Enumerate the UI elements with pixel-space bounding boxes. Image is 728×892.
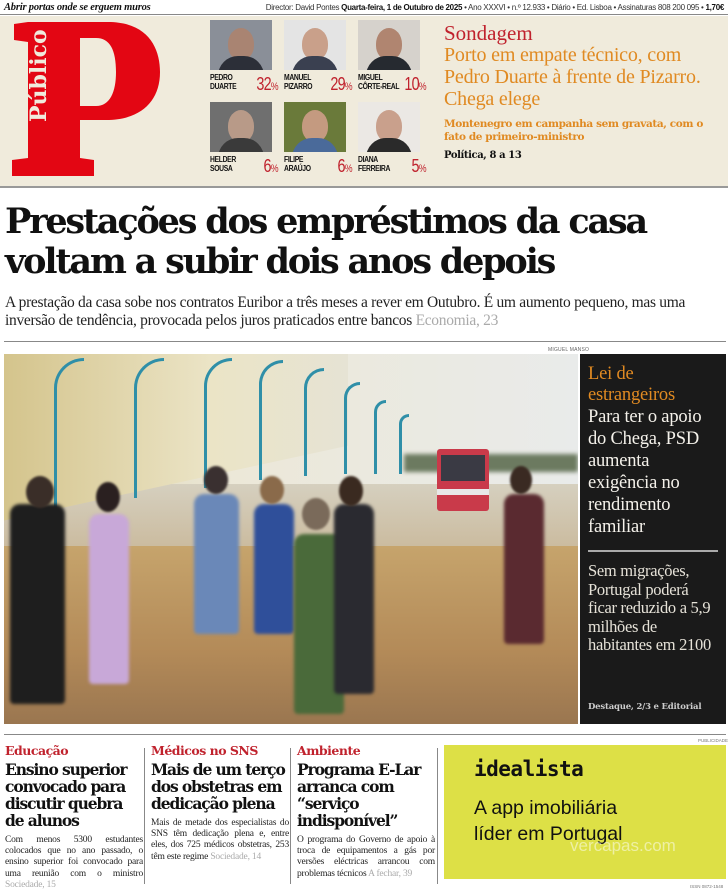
sidebar-headline: Para ter o apoio do Chega, PSD aumenta exigência no rendimento familiar: [588, 407, 702, 537]
column-divider: [290, 748, 291, 884]
story-headline: Mais de um terço dos obstetras em dedicação plena: [151, 760, 285, 813]
candidate-card: [210, 20, 282, 98]
issn: ISSN 0872-1548: [690, 884, 724, 889]
divider: [588, 550, 718, 552]
candidate-percent: 29%: [330, 74, 352, 94]
masthead-bar: [0, 0, 728, 15]
candidate-percent: 10%: [404, 74, 426, 94]
story-kicker: Médicos no SNS: [151, 743, 258, 758]
column-divider: [437, 748, 438, 884]
story-medicos[interactable]: [151, 743, 289, 863]
photo-credit: MIGUEL MANSO: [548, 347, 590, 353]
candidate-photo: [210, 20, 272, 70]
story-kicker: Educação: [5, 743, 69, 758]
svg-text:Público: Público: [26, 29, 52, 122]
story-section-ref: Sociedade, 15: [5, 879, 56, 890]
ad-label: PUBLICIDADE: [698, 738, 728, 743]
main-photo: [4, 354, 578, 724]
masthead-info: [266, 3, 724, 12]
story-headline: Programa E-Lar arranca com “serviço indisponível”: [297, 760, 421, 830]
sidebar-section-ref: Destaque, 2/3 e Editorial: [588, 702, 702, 712]
main-lead-text: A prestação da casa sobe nos contratos Euribor a três meses a rever em Outubro. É um aumento pequeno, mas uma inversão de tendência, provocada pelos juros praticados entre bancos: [5, 294, 686, 329]
candidate-card: [358, 20, 430, 98]
candidate-name: MIGUEL CÔRTE-REAL: [358, 73, 400, 91]
main-section-ref: Economia, 23: [415, 312, 499, 329]
story-headline: Ensino superior convocado para discutir quebra de alunos: [5, 760, 127, 830]
poll-headline: Porto em empate técnico, com Pedro Duarte à frente de Pizarro. Chega elege: [444, 44, 701, 110]
candidate-photo: [210, 102, 272, 152]
publico-p-icon: [10, 20, 160, 180]
candidate-card: [284, 20, 356, 98]
issue-date: Quarta-feira, 1 de Outubro de 2025: [341, 2, 463, 12]
idealista-ad[interactable]: [444, 745, 726, 879]
column-divider: [144, 748, 145, 884]
candidate-photo: [358, 20, 420, 70]
candidate-name: MANUEL PIZARRO: [284, 73, 313, 91]
candidate-photo: [284, 20, 346, 70]
bus: [437, 449, 489, 511]
story-educacao[interactable]: [5, 743, 143, 891]
story-body: Com menos 5300 estudantes colocados que no ano passado, o ensino superior foi convocado para uma reunião com o ministro Sociedade, 15: [5, 835, 143, 890]
poll-subhead: Montenegro em campanha sem gravata, com o fato de primeiro-ministro: [444, 118, 703, 143]
candidate-name: HELDER SOUSA: [210, 155, 236, 173]
header-band: [0, 16, 728, 188]
story-section-ref: Sociedade, 14: [210, 851, 262, 862]
candidate-card: [210, 102, 282, 180]
watermark: vercapas.com: [570, 836, 676, 855]
poll-kicker: Sondagem: [444, 21, 533, 45]
candidate-name: FILIPE ARAÚJO: [284, 155, 311, 173]
ad-brand: idealista: [474, 757, 584, 781]
candidate-percent: 6%: [337, 156, 352, 176]
candidate-percent: 5%: [411, 156, 426, 176]
issue-details: • Ano XXXVI • n.º 12.933 • Diário • Ed. Lisboa • Assinaturas 808 200 095 •: [464, 2, 704, 12]
divider: [4, 734, 726, 735]
candidate-percent: 6%: [263, 156, 278, 176]
story-ambiente[interactable]: [297, 743, 435, 880]
poll-story[interactable]: [444, 22, 726, 161]
director: Director: David Pontes: [265, 2, 340, 12]
candidate-card: [358, 102, 430, 180]
story-section-ref: A fechar, 39: [368, 868, 413, 879]
story-body: O programa do Governo de apoio à troca de equipamentos a gás por versões eléctricas arrancou com problemas técnicos A fechar, 39: [297, 835, 435, 879]
candidate-card: [284, 102, 356, 180]
ad-slogan: A app imobiliária líder em Portugal: [474, 797, 623, 845]
sidebar-subhead: Sem migrações, Portugal poderá ficar reduzido a 5,9 milhões de habitantes em 2100: [588, 561, 711, 654]
candidate-percent: 32%: [256, 74, 278, 94]
sidebar-kicker: Lei de estrangeiros: [588, 364, 675, 405]
divider: [4, 341, 726, 342]
main-lead: [5, 294, 725, 330]
poll-panel: [210, 20, 438, 185]
candidate-photo: [284, 102, 346, 152]
tagline: Abrir portas onde se erguem muros: [4, 1, 151, 13]
price: 1,70€: [705, 2, 724, 12]
sidebar-story[interactable]: [580, 354, 726, 724]
poll-section-ref: Política, 8 a 13: [444, 150, 522, 161]
candidate-name: DIANA FERREIRA: [358, 155, 391, 173]
publico-logo[interactable]: [10, 20, 160, 180]
story-body: Mais de metade dos especialistas do SNS têm dedicação plena e, entre eles, dos 725 médicos obstetras, 253 têm este regime Sociedade, 14: [151, 818, 289, 862]
main-headline[interactable]: Prestações dos empréstimos da casa voltam a subir dois anos depois: [5, 201, 646, 282]
story-kicker: Ambiente: [297, 743, 361, 758]
candidate-name: PEDRO DUARTE: [210, 73, 237, 91]
candidate-photo: [358, 102, 420, 152]
